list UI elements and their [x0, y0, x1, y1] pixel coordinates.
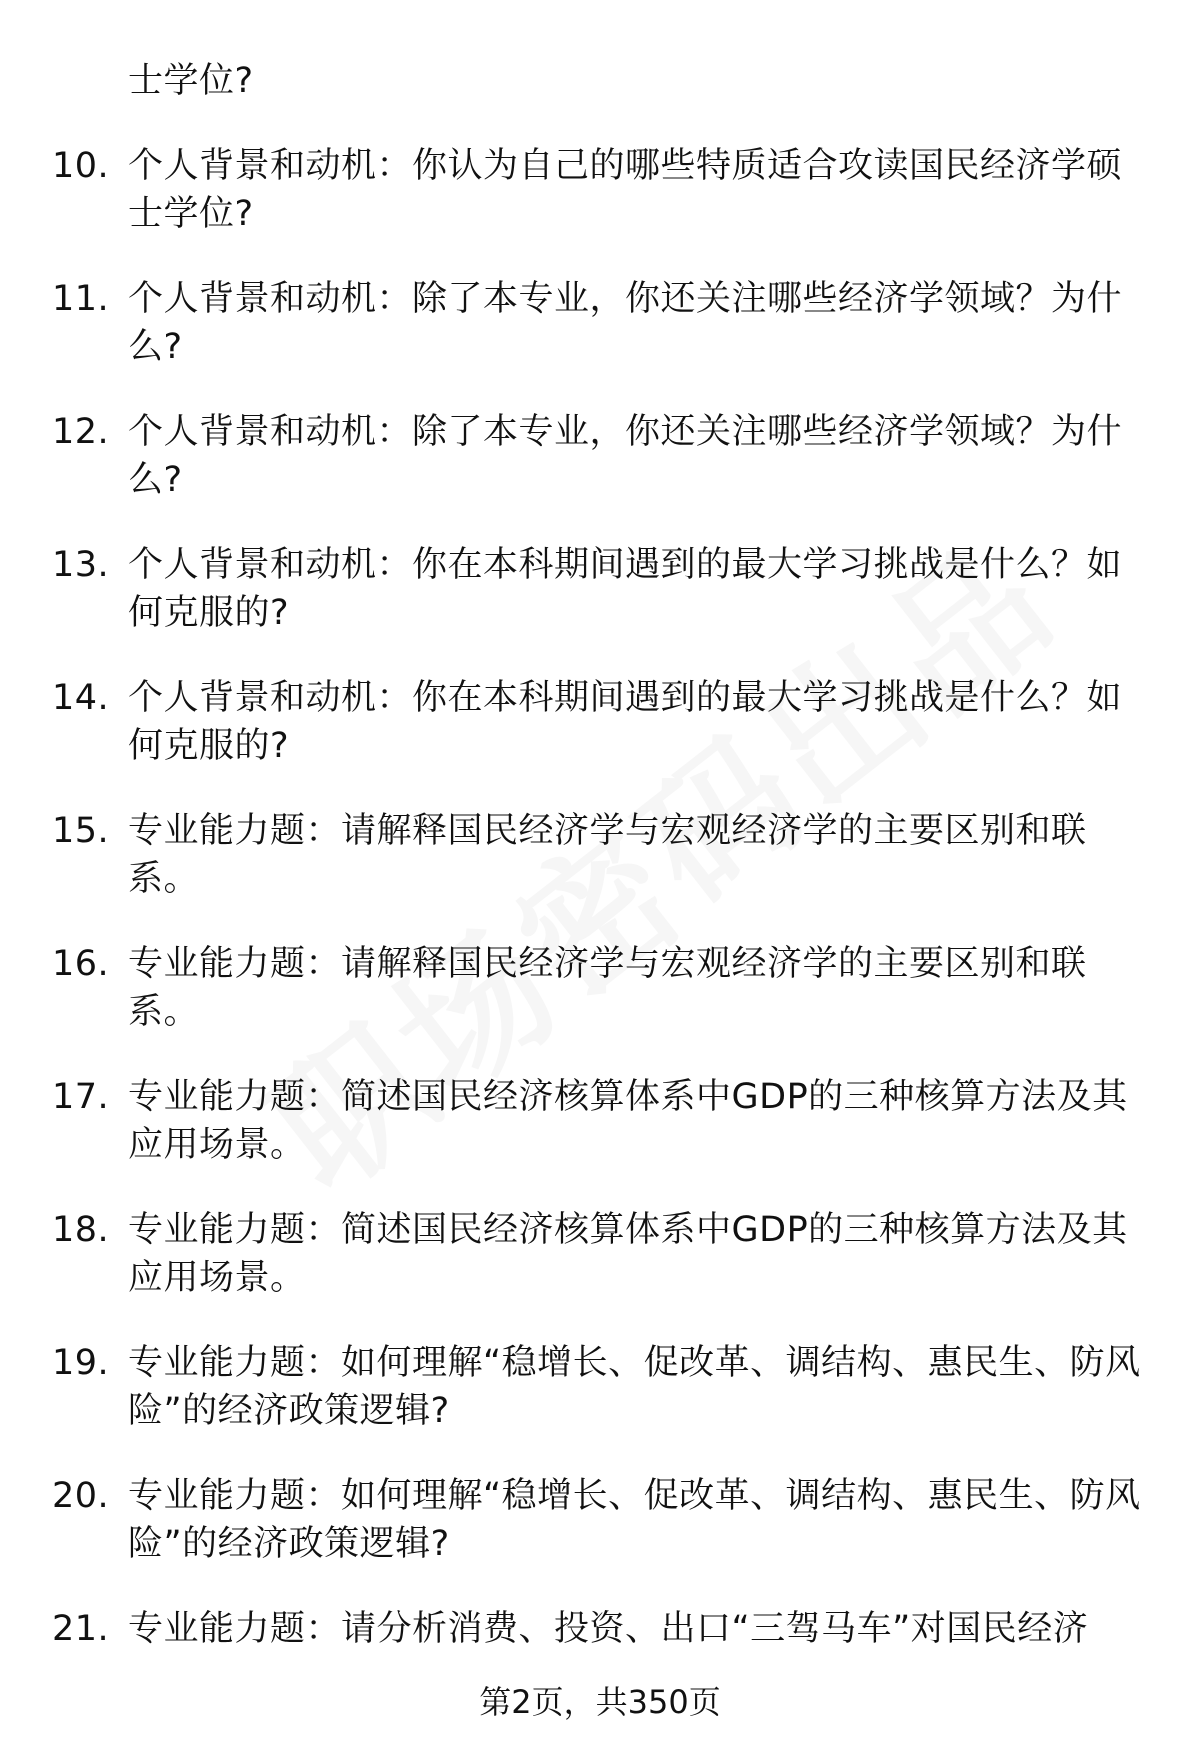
- question-text: 专业能力题：简述国民经济核算体系中GDP的三种核算方法及其应用场景。: [128, 1077, 1128, 1165]
- list-item: [0, 1472, 1200, 1568]
- question-number: 19.: [52, 1343, 110, 1383]
- question-text: 个人背景和动机：你认为自己的哪些特质适合攻读国民经济学硕士学位?: [128, 146, 1123, 234]
- question-list: [0, 142, 1200, 1738]
- question-text: 个人背景和动机：除了本专业，你还关注哪些经济学领域？为什么?: [128, 412, 1123, 500]
- list-item: [0, 1339, 1200, 1435]
- question-number: 18.: [52, 1210, 110, 1250]
- question-text: 专业能力题：如何理解“稳增长、促改革、调结构、惠民生、防风险”的经济政策逻辑?: [128, 1343, 1141, 1431]
- question-text: 专业能力题：如何理解“稳增长、促改革、调结构、惠民生、防风险”的经济政策逻辑?: [128, 1476, 1141, 1564]
- question-number: 17.: [52, 1077, 110, 1117]
- question-text: 专业能力题：请解释国民经济学与宏观经济学的主要区别和联系。: [128, 944, 1087, 1032]
- list-item: [0, 541, 1200, 637]
- question-text: 专业能力题：请分析消费、投资、出口“三驾马车”对国民经济: [128, 1609, 1089, 1649]
- page-footer: 第2页，共350页: [479, 1683, 721, 1721]
- question-number: 14.: [52, 678, 110, 718]
- question-number: 10.: [52, 146, 110, 186]
- question-number: 16.: [52, 944, 110, 984]
- question-number: 15.: [52, 811, 110, 851]
- list-item: [0, 807, 1200, 903]
- list-item: [0, 275, 1200, 371]
- question-number: 11.: [52, 279, 110, 319]
- list-item: [0, 408, 1200, 504]
- question-number: 20.: [52, 1476, 110, 1516]
- question-number: 12.: [52, 412, 110, 452]
- list-item: [0, 940, 1200, 1036]
- list-item: [0, 1206, 1200, 1302]
- question-number: 21.: [52, 1609, 110, 1649]
- question-text: 个人背景和动机：你在本科期间遇到的最大学习挑战是什么？如何克服的?: [128, 678, 1123, 766]
- question-text: 个人背景和动机：你在本科期间遇到的最大学习挑战是什么？如何克服的?: [128, 545, 1123, 633]
- list-item: [0, 674, 1200, 770]
- question-text: 专业能力题：简述国民经济核算体系中GDP的三种核算方法及其应用场景。: [128, 1210, 1128, 1298]
- question-text: 个人背景和动机：除了本专业，你还关注哪些经济学领域？为什么?: [128, 279, 1123, 367]
- question-number: 13.: [52, 545, 110, 585]
- question-text: 专业能力题：请解释国民经济学与宏观经济学的主要区别和联系。: [128, 811, 1087, 899]
- list-item: [0, 142, 1200, 238]
- continued-question-text: 士学位?: [128, 61, 254, 101]
- list-item: [0, 1073, 1200, 1169]
